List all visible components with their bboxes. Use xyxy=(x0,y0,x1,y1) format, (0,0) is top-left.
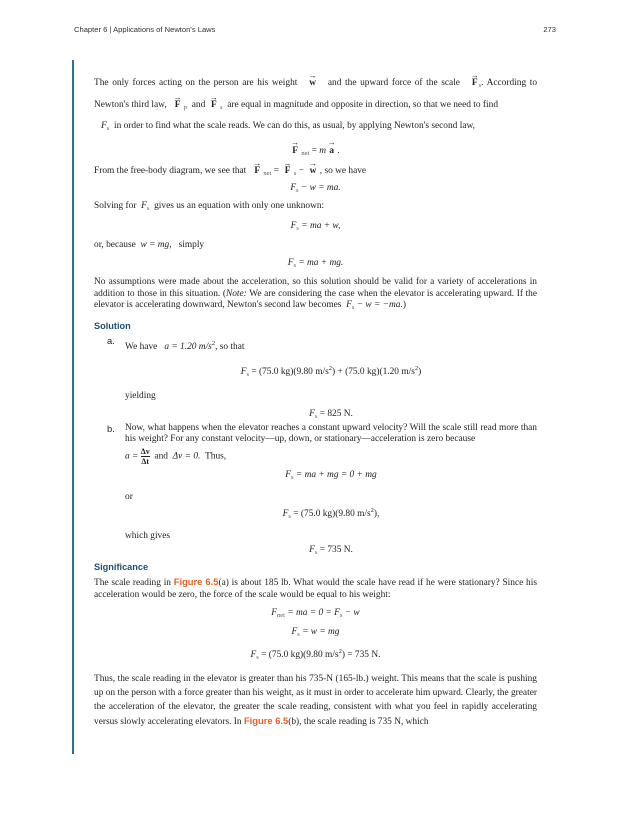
fbd-sentence: From the free-body diagram, we see that → F $_{net}$ = → F $_s$ − → w , so we have xyxy=(94,163,537,183)
equation-part-b-1: $F_s$ = ma + mg = 0 + mg xyxy=(285,470,377,482)
or-because-sentence: or, because w = mg, simply xyxy=(94,239,205,250)
significance-heading: Significance xyxy=(94,562,149,573)
significance-paragraph-2: Thus, the scale reading in the elevator is greater than his 735-N (165-lb.) weight. This means that the scale is pushing up on the person with a force greater than his weight, as it must in order to accelerate him upward. Clearly, the greater the acceleration of the elevator, the greater the scale reading, consistent with what you feel in rapidly accelerating versus slowly accelerating elevators. In Figure 6.5(b), the scale reading is 735 N, which xyxy=(94,674,537,728)
solution-heading: Solution xyxy=(94,320,131,331)
equation-3: $F_s$ = ma + w, xyxy=(290,220,341,232)
solution-part-a: a. We have a = 1.20 $m/s^2$, so that $F_s = (75.0$ kg)(9.80 $m/s^2) + (75.0$ kg)(1.20 $m/s^2$) yielding $F_s = 825$ N. xyxy=(94,335,537,420)
intro-paragraph: The only forces acting on the person are his weight → w and the upward force of the scale → $F_s$. According to Newton's third law, → F $_p$ and → F $_s$ are equal in magnitude and opposite in direction, so that we need to find $F_s$ in order to find what the scale reads. We can do this, as usual, by applying Newton's second law, xyxy=(94,74,537,139)
equation-part-a: $F_s = (75.0$ kg)(9.80 $m/s^2) + (75.0$ kg)(1.20 $m/s^2$) xyxy=(240,365,422,379)
solving-sentence: Solving for $F_s$ gives us an equation with only one unknown: xyxy=(94,201,325,212)
significance-equation-2: $F_s = w$ = mg xyxy=(291,627,340,639)
result-part-a: $F_s = 825$ N. xyxy=(309,408,353,420)
equation-2: $F_s - w$ = ma. xyxy=(290,183,341,194)
page-content xyxy=(94,74,537,730)
solution-part-b: b. Now, what happens when the elevator reaches a constant upward velocity? Will the scale still read more than his weight? For any constant velocity—up, down, or stationary—acceleration is zero because a = $\frac{\Delta v}{\Delta t}$ and Δv = 0. Thus, $F_s$ = ma + mg = 0 + mg or $F_s = (75.0$ kg)(9.80 $m/s^2$), which gives $F_s = 735$ N. xyxy=(107,422,537,557)
page-number: 273 xyxy=(543,25,556,34)
dv-dt-fraction: $\frac{\Delta v}{\Delta t}$ xyxy=(140,446,150,466)
equation-4: $F_s$ = ma + mg. xyxy=(287,258,344,269)
result-part-b: $F_s = 735$ N. xyxy=(309,545,353,557)
page-header xyxy=(74,25,556,34)
figure-6-5-link[interactable]: Figure 6.5 xyxy=(173,576,219,588)
significance-equation-3: $F_s = (75.0$ kg)(9.80 $m/s^2) = 735$ N. xyxy=(250,648,381,662)
margin-rule xyxy=(72,60,74,754)
chapter-title: Chapter 6 | Applications of Newton's Laws xyxy=(74,25,216,34)
w-vector: → w xyxy=(308,74,317,94)
significance-paragraph-1: The scale reading in Figure 6.5(a) is about 185 lb. What would the scale have read if he were stationary? Since his acceleration would be zero, the force of the scale would be equal to his weight: xyxy=(94,576,537,600)
equation-part-b-2: $F_s = (75.0$ kg)(9.80 $m/s^2$), xyxy=(282,506,380,520)
assumption-paragraph: No assumptions were made about the acceleration, so this solution should be valid for a variety of accelerations in addition to those in this situation. (Note: We are considering the case when the elevator is accelerating upward. If the elevator is accelerating downward, Newton's second law becomes $F_s - w = -ma$.) xyxy=(94,277,537,312)
significance-equation-1: $F_{net}$ = ma = $0 = F_s - w$ xyxy=(271,608,360,620)
figure-6-5-link-2[interactable]: Figure 6.5 xyxy=(243,715,289,727)
equation-newton-second-law: → F $_{net}$ = m → a . xyxy=(94,146,537,157)
